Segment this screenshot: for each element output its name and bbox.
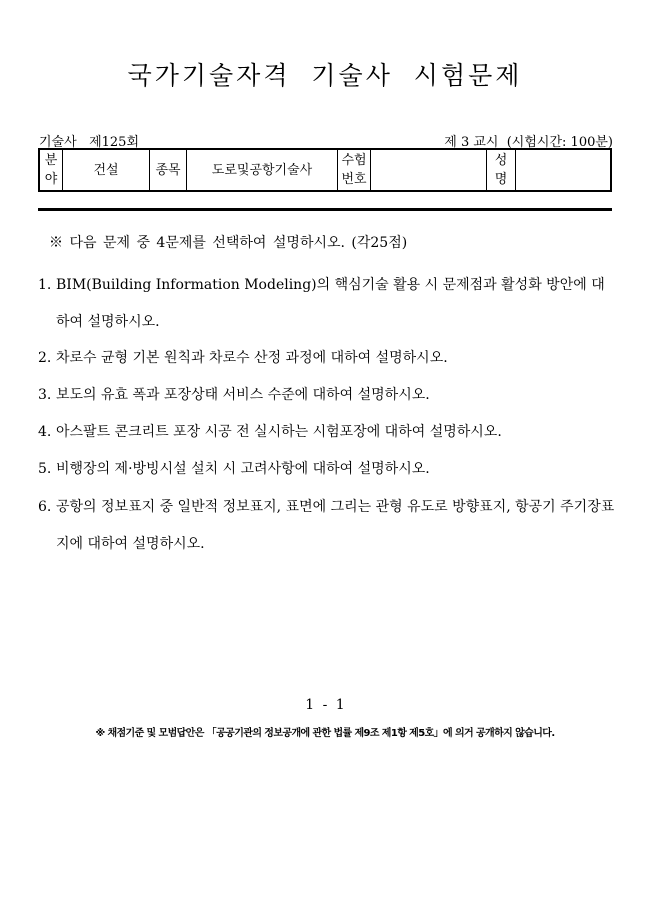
instruction-text: ※ 다음 문제 중 4문제를 선택하여 설명하시오. (각25점): [49, 235, 408, 251]
divider-rule: [38, 208, 612, 211]
question-number: 1.: [38, 277, 52, 293]
page-number: 1 - 1: [305, 697, 345, 713]
name-field[interactable]: [516, 149, 612, 191]
question-number: 5.: [38, 461, 52, 477]
field-value: 건설: [63, 149, 150, 191]
question-text: 공항의 정보표지 중 일반적 정보표지, 표면에 그리는 관형 유도로 방향표지, 항공기 주기장표지에 대하여 설명하시오.: [56, 499, 615, 552]
name-label: 성 명: [487, 149, 516, 191]
exam-category: 기술사 제125회: [39, 135, 140, 150]
question-text: 보도의 유효 폭과 포장상태 서비스 수준에 대하여 설명하시오.: [56, 387, 430, 403]
question-number: 2.: [38, 350, 52, 366]
field-label: 분 야: [39, 149, 63, 191]
question-number: 6.: [38, 499, 52, 515]
exam-info-table: [38, 148, 612, 192]
exam-number-label: 수험 번호: [338, 149, 371, 191]
item-label: 종목: [150, 149, 187, 191]
question-number: 3.: [38, 387, 52, 403]
question-number: 4.: [38, 424, 52, 440]
question-text: 차로수 균형 기본 원칙과 차로수 산정 과정에 대하여 설명하시오.: [56, 350, 448, 366]
exam-session: 제 3 교시 (시험시간: 100분): [444, 135, 613, 150]
item-value: 도로및공항기술사: [187, 149, 338, 191]
question-text: BIM(Building Information Modeling)의 핵심기술 활용 시 문제점과 활성화 방안에 대하여 설명하시오.: [56, 277, 605, 330]
question-text: 비행장의 제·방빙시설 설치 시 고려사항에 대하여 설명하시오.: [56, 461, 430, 477]
footnote: ※ 채점기준 및 모범답안은 「공공기관의 정보공개에 관한 법률 제9조 제1항 제5호」에 의거 공개하지 않습니다.: [95, 728, 555, 739]
exam-number-field[interactable]: [371, 149, 487, 191]
document-title: 국가기술자격 기술사 시험문제: [127, 61, 523, 90]
question-text: 아스팔트 콘크리트 포장 시공 전 실시하는 시험포장에 대하여 설명하시오.: [56, 424, 502, 440]
